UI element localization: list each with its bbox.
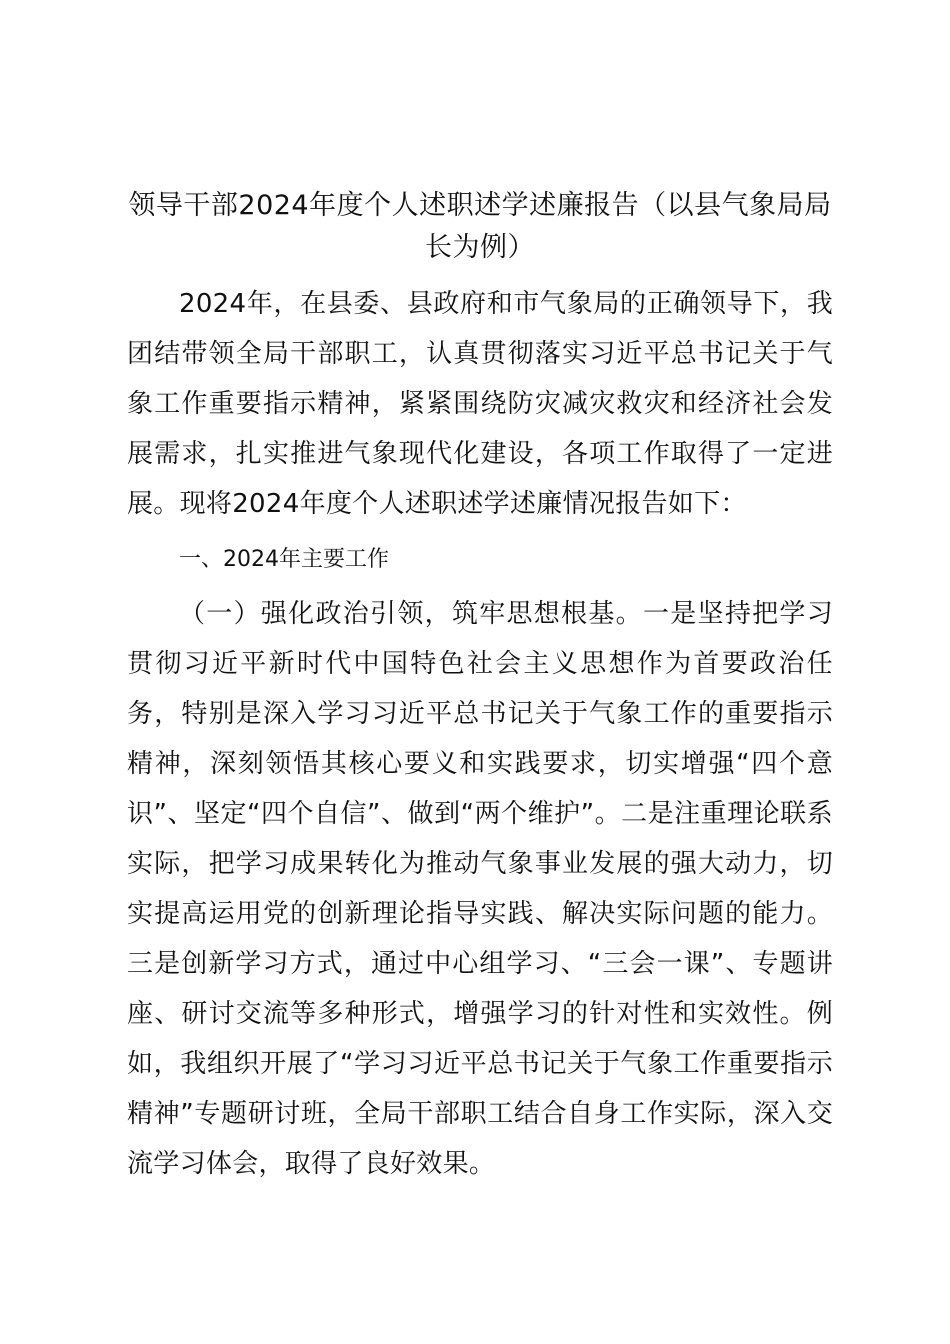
- section-heading: 一、2024年主要工作: [179, 547, 389, 572]
- document-title: 领导干部2024年度个人述职述学述廉报告（以县气象局局长为例）: [128, 190, 832, 263]
- section-1-paragraph: （一）强化政治引领，筑牢思想根基。一是坚持把学习贯彻习近平新时代中国特色社会主义思想作为首要政治任务，特别是深入学习习近平总书记关于气象工作的重要指示精神，深刻领悟其核心要义和实践要求，切实增强“四个意识”、坚定“四个自信”、做到“两个维护”。二是注重理论联系实际，把学习成果转化为推动气象事业发展的强大动力，切实提高运用党的创新理论指导实践、解决实际问题的能力。三是创新学习方式，通过中心组学习、“三会一课”、专题讲座、研讨交流等多种形式，增强学习的针对性和实效性。例如，我组织开展了“学习习近平总书记关于气象工作重要指示精神”专题研讨班，全局干部职工结合自身工作实际，深入交流学习体会，取得了良好效果。: [127, 599, 833, 1179]
- intro-paragraph: 2024年，在县委、县政府和市气象局的正确领导下，我团结带领全局干部职工，认真贯彻落实习近平总书记关于气象工作重要指示精神，紧紧围绕防灾减灾救灾和经济社会发展需求，扎实推进气象现代化建设，各项工作取得了一定进展。现将2024年度个人述职述学述廉情况报告如下：: [127, 289, 833, 519]
- document-body: [127, 185, 833, 1189]
